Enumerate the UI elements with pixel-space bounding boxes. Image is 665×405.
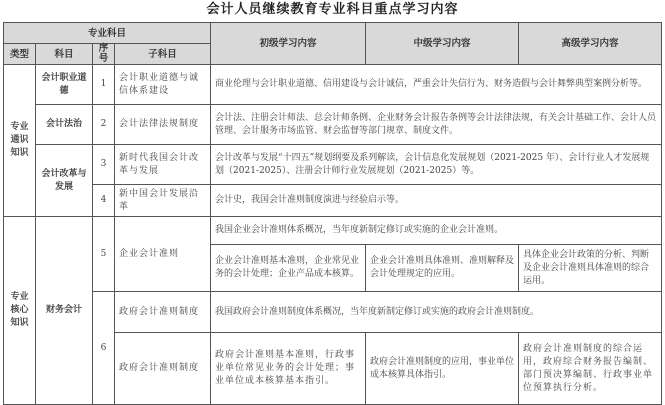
- content-basic: 政府会计准则基本准则，行政事业单位常见业务的会计处理；事业单位成本核算基本指引。: [211, 333, 366, 405]
- sub-subject: 会计法律法规制度: [115, 105, 211, 145]
- sub-subject: 政府会计准则制度: [115, 333, 211, 405]
- header-type: 类型: [4, 44, 36, 65]
- header-seq: 序号: [93, 44, 115, 65]
- sub-subject: 政府会计准则制度: [115, 292, 211, 333]
- subject-name: 会计改革与发展: [36, 145, 93, 217]
- table-row: [4, 217, 662, 245]
- content-all-levels: 会计史，我国会计准则制度演进与经验启示等。: [211, 185, 662, 217]
- header-advanced: 高级学习内容: [519, 23, 662, 65]
- content-all-levels: 会计法、注册会计师法、总会计师条例、企业财务会计报告条例等会计法律法规，有关会计基础工作、会计人员管理、会计服务市场监管、财会监督等部门规章、制度文件。: [211, 105, 662, 145]
- content-common: 我国政府会计准则制度体系概况，当年度新制定修订或实施的政府会计准则制度。: [211, 292, 662, 333]
- table-row: [4, 65, 662, 105]
- seq-number: 1: [93, 65, 115, 105]
- seq-number: 5: [93, 217, 115, 292]
- header-intermediate: 中级学习内容: [366, 23, 519, 65]
- sub-subject: 会计职业道德与诚信体系建设: [115, 65, 211, 105]
- header-group: 专业科目: [4, 23, 211, 44]
- seq-number: 6: [93, 292, 115, 405]
- sub-subject: 新中国会计发展沿革: [115, 185, 211, 217]
- content-common: 我国企业会计准则体系概况，当年度新制定修订或实施的企业会计准则。: [211, 217, 662, 245]
- seq-number: 3: [93, 145, 115, 185]
- content-intermediate: 政府会计准则制度的应用，事业单位成本核算具体指引。: [366, 333, 519, 405]
- sub-subject: 新时代我国会计改革与发展: [115, 145, 211, 185]
- subject-name: 财务会计: [36, 217, 93, 405]
- header-basic: 初级学习内容: [211, 23, 366, 65]
- seq-number: 4: [93, 185, 115, 217]
- table-row: [4, 185, 662, 217]
- seq-number: 2: [93, 105, 115, 145]
- table-row: [4, 292, 662, 333]
- content-basic: 企业会计准则基本准则，企业常见业务的会计处理；企业产品成本核算。: [211, 245, 366, 292]
- category-type: 专业通识知识: [4, 65, 36, 217]
- subject-name: 会计职业道德: [36, 65, 93, 105]
- content-advanced: 政府会计准则制度的综合运用，政府综合财务报告编制、部门预决算编制、行政事业单位预算执行分析。: [519, 333, 662, 405]
- page-title: 会计人员继续教育专业科目重点学习内容: [206, 2, 459, 17]
- table-row: [4, 105, 662, 145]
- header-subsubject: 子科目: [115, 44, 211, 65]
- table-row: [4, 145, 662, 185]
- content-all-levels: 会计改革与发展“十四五”规划纲要及系列解读，会计信息化发展规划（2021-2025 年）、会计行业人才发展规划（2021-2025）、注册会计师行业发展规划（2021-2025）等。: [211, 145, 662, 185]
- sub-subject: 企业会计准则: [115, 217, 211, 292]
- content-advanced: 具体企业会计政策的分析、判断及企业会计准则具体准则的综合运用。: [519, 245, 662, 292]
- header-subject: 科目: [36, 44, 93, 65]
- content-table: [3, 22, 662, 405]
- content-intermediate: 企业会计准则具体准则、准则解释及会计处理规定的应用。: [366, 245, 519, 292]
- content-all-levels: 商业伦理与会计职业道德、信用建设与会计诚信，严重会计失信行为、财务造假与会计舞弊典型案例分析等。: [211, 65, 662, 105]
- category-type: 专业核心知识: [4, 217, 36, 405]
- subject-name: 会计法治: [36, 105, 93, 145]
